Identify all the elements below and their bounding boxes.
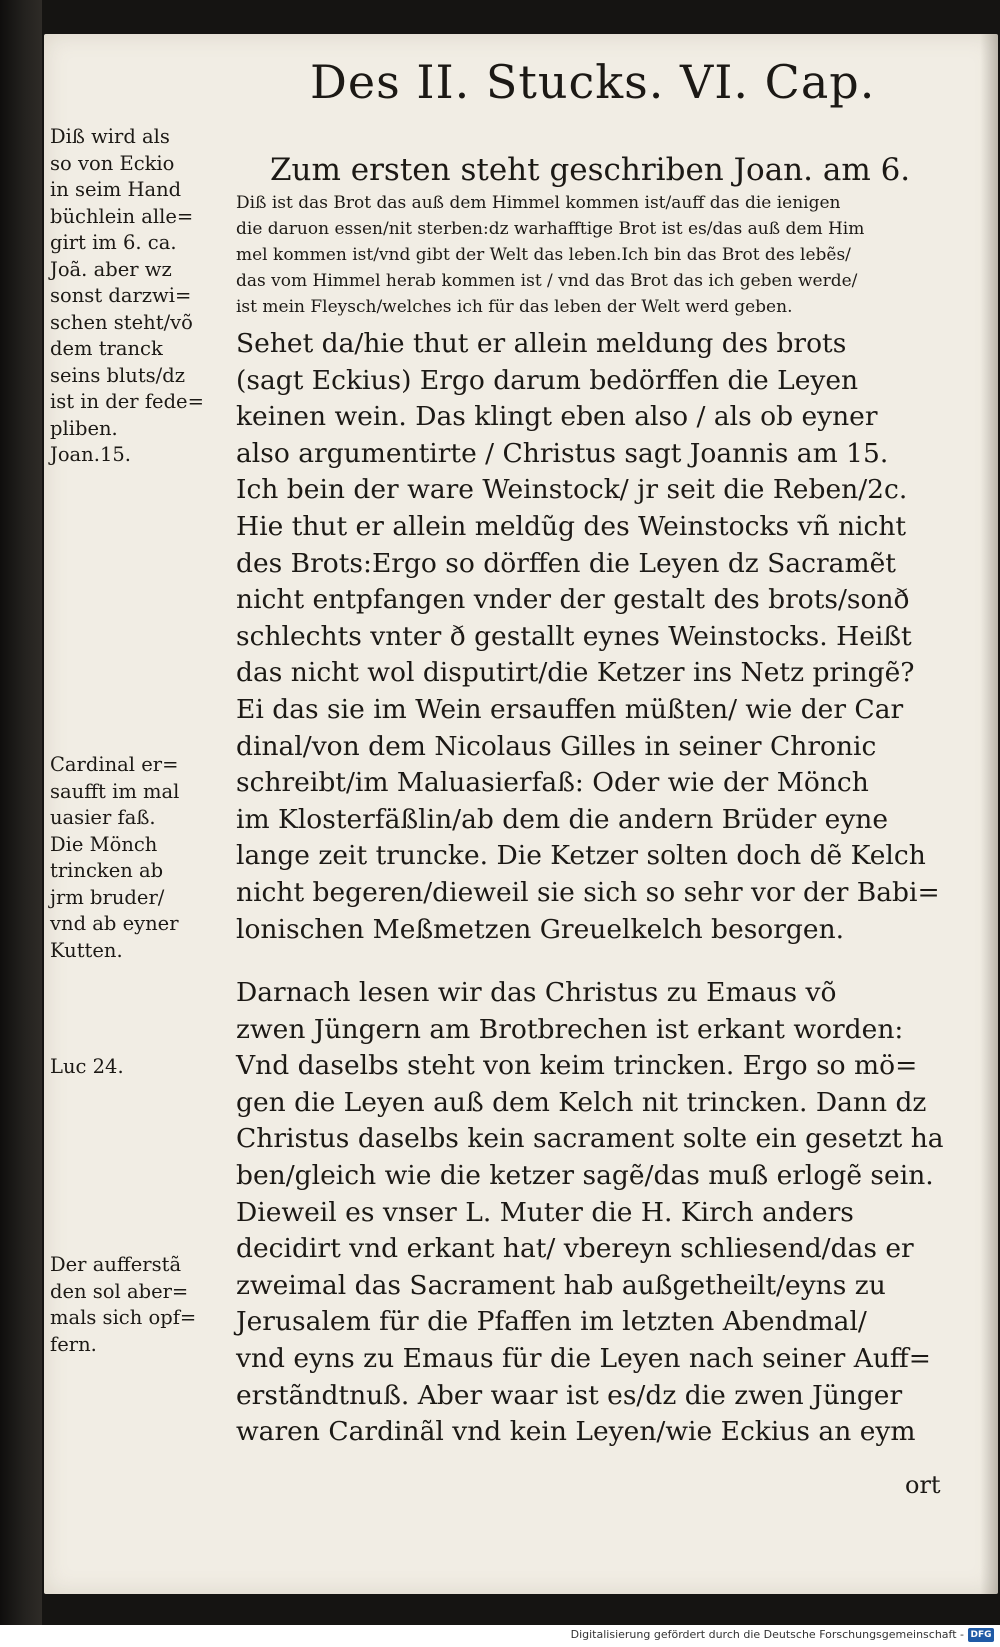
text-line: dinal/von dem Nicolaus Gilles in seiner Chronic	[236, 730, 877, 762]
margin-line: schen steht/võ	[50, 310, 193, 334]
text-line: Ich bein der ware Weinstock/ jr seit die Reben/2c.	[236, 474, 908, 506]
text-line: keinen wein. Das klingt eben also / als ob eyner	[236, 401, 878, 433]
quote-line: Diß ist das Brot das auß dem Himmel kommen ist/auff das die ienigen	[236, 193, 841, 213]
text-line: das nicht wol disputirt/die Ketzer ins Netz pringẽ?	[236, 657, 915, 689]
text-line: zwen Jüngern am Brotbrechen ist erkant worden:	[236, 1013, 904, 1045]
text-line: Hie thut er allein meldũg des Weinstocks vñ nicht	[236, 510, 907, 542]
margin-note-1	[50, 124, 235, 469]
margin-line: fern.	[50, 1332, 97, 1356]
text-line: Sehet da/hie thut er allein meldung des brots	[236, 328, 847, 359]
text-line: lange zeit truncke. Die Ketzer solten doch dẽ Kelch	[236, 840, 926, 872]
text-line: erstãndtnuß. Aber waar ist es/dz die zwen Jünger	[236, 1379, 903, 1411]
margin-line: Die Mönch	[50, 832, 158, 856]
text-line: Ei das sie im Wein ersauffen müßten/ wie der Car	[236, 693, 904, 725]
text-line: im Klosterfäßlin/ab dem die andern Brüder eyne	[236, 803, 889, 835]
margin-note-4	[50, 1252, 235, 1358]
quote-line: die daruon essen/nit sterben:dz warhafftige Brot ist es/das auß dem Him	[236, 219, 865, 239]
margin-line: Kutten.	[50, 938, 123, 962]
text-line: decidirt vnd erkant hat/ vbereyn schliesend/das er	[236, 1233, 914, 1265]
margin-line: Cardinal er=	[50, 753, 179, 776]
margin-line: dem tranck	[50, 337, 163, 360]
margin-line: uasier faß.	[50, 806, 156, 829]
margin-line: so von Eckio	[50, 151, 175, 175]
text-line: Darnach lesen wir das Christus zu Emaus võ	[236, 977, 837, 1008]
margin-line: Diß wird als	[50, 125, 170, 148]
margin-line: vnd ab eyner	[50, 912, 179, 935]
margin-line: den sol aber=	[50, 1279, 189, 1303]
text-line: also argumentirte / Christus sagt Joannis am 15.	[236, 437, 889, 469]
margin-line: ist in der fede=	[50, 390, 204, 413]
margin-line: girt im 6. ca.	[50, 231, 177, 254]
catchword: ort	[905, 1471, 941, 1499]
text-line: lonischen Meßmetzen Greuelkelch besorgen.	[236, 913, 845, 945]
margin-line: Der aufferstã	[50, 1253, 182, 1276]
footer-bar	[0, 1625, 1000, 1647]
paragraph-1	[236, 326, 976, 948]
text-line: Christus daselbs kein sacrament solte ein gesetzt ha	[236, 1123, 944, 1155]
book-spine-edge	[0, 0, 42, 1625]
quote-line: mel kommen ist/vnd gibt der Welt das leben.Ich bin das Brot des lebẽs/	[236, 245, 851, 265]
section-subhead: Zum ersten steht geschriben Joan. am 6.	[270, 152, 911, 188]
margin-line: seins bluts/dz	[50, 363, 185, 387]
text-line: vnd eyns zu Emaus für die Leyen nach seiner Auff=	[236, 1342, 931, 1374]
text-line: schlechts vnter ð gestallt eynes Weinstocks. Heißt	[236, 620, 912, 652]
margin-line: Joan.15.	[50, 443, 131, 466]
quote-line: das vom Himmel herab kommen ist / vnd das Brot das ich geben werde/	[236, 271, 858, 291]
margin-note-3	[50, 1054, 235, 1081]
running-head: Des II. Stucks. VI. Cap.	[310, 55, 876, 109]
margin-line: Luc 24.	[50, 1055, 124, 1078]
text-line: waren Cardinãl vnd kein Leyen/wie Eckius an eym	[236, 1416, 916, 1448]
quote-line: ist mein Fleysch/welches ich für das leben der Welt werd geben.	[236, 297, 793, 317]
text-line: ben/gleich wie die ketzer sagẽ/das muß erlogẽ sein.	[236, 1159, 934, 1191]
text-line: des Brots:Ergo so dörffen die Leyen dz Sacramẽt	[236, 547, 896, 579]
margin-line: Joã. aber wz	[50, 257, 172, 281]
margin-line: pliben.	[50, 416, 118, 440]
margin-line: trincken ab	[50, 859, 164, 882]
text-line: schreibt/im Maluasierfaß: Oder wie der Mönch	[236, 767, 869, 799]
text-line: Jerusalem für die Pfaffen im letzten Abendmal/	[236, 1306, 867, 1338]
margin-line: jrm bruder/	[50, 885, 165, 909]
margin-line: mals sich opf=	[50, 1306, 197, 1329]
text-line: nicht entpfangen vnder der gestalt des brots/sonð	[236, 584, 910, 616]
text-line: gen die Leyen auß dem Kelch nit trincken. Dann dz	[236, 1086, 927, 1118]
text-line: Dieweil es vnser L. Muter die H. Kirch anders	[236, 1196, 854, 1228]
text-line: nicht begeren/dieweil sie sich so sehr vor der Babi=	[236, 876, 940, 908]
text-line: Vnd daselbs steht von keim trincken. Ergo so mö=	[236, 1050, 918, 1082]
margin-note-2	[50, 752, 235, 964]
paragraph-2	[236, 975, 976, 1451]
page-edge-shadow	[980, 34, 998, 1594]
margin-line: büchlein alle=	[50, 204, 194, 228]
margin-line: in seim Hand	[50, 178, 182, 201]
scripture-quote	[236, 190, 976, 320]
dfg-logo-icon: DFG	[968, 1628, 994, 1642]
footer-credit: Digitalisierung gefördert durch die Deutsche Forschungsgemeinschaft -	[570, 1628, 964, 1641]
margin-line: sonst darzwi=	[50, 284, 192, 307]
text-line: zweimal das Sacrament hab außgetheilt/eyns zu	[236, 1269, 886, 1301]
text-line: (sagt Eckius) Ergo darum bedörffen die Leyen	[236, 364, 859, 396]
margin-line: saufft im mal	[50, 779, 180, 803]
